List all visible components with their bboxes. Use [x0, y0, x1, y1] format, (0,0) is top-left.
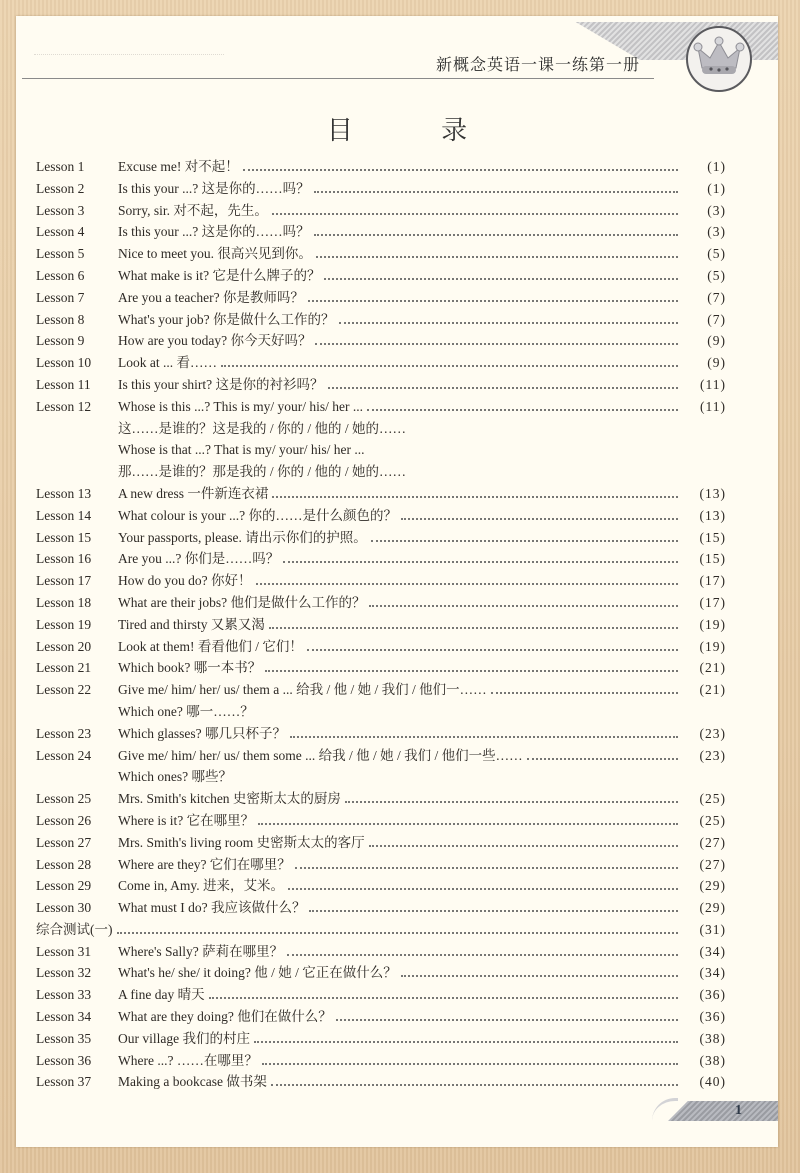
toc-entry — [118, 309, 726, 331]
dot-leader — [307, 648, 678, 651]
lesson-title: Which book? 哪一本书？ — [118, 657, 265, 679]
lesson-label: Lesson 22 — [36, 682, 92, 698]
lesson-title: Our village 我们的村庄 — [118, 1028, 254, 1050]
page-reference: (38) — [699, 1030, 726, 1046]
dot-leader — [491, 691, 678, 694]
toc-row — [36, 788, 726, 810]
lesson-label: Lesson 6 — [36, 267, 85, 283]
page-reference: (11) — [700, 376, 726, 392]
toc-entry — [118, 200, 726, 222]
toc-row — [36, 854, 726, 876]
dot-leader — [265, 669, 678, 672]
toc-row — [36, 396, 726, 418]
toc-entry — [118, 962, 726, 984]
toc-entry — [118, 897, 726, 919]
page-reference: (36) — [699, 987, 726, 1003]
dot-leader — [117, 931, 679, 934]
lesson-title: Where's Sally? 萨莉在哪里？ — [118, 941, 287, 963]
page-reference: (13) — [699, 507, 726, 523]
page-reference: (15) — [699, 551, 726, 567]
toc-entry — [36, 919, 726, 941]
toc-row — [36, 810, 726, 832]
lesson-title: A fine day 晴天 — [118, 984, 209, 1006]
table-of-contents — [36, 156, 726, 1093]
toc-entry — [118, 287, 726, 309]
toc-row — [36, 570, 726, 592]
lesson-label: Lesson 8 — [36, 311, 85, 327]
toc-row — [36, 592, 726, 614]
lesson-label: Lesson 4 — [36, 224, 85, 240]
dot-leader — [328, 386, 679, 389]
document-page — [16, 16, 778, 1147]
toc-entry — [118, 701, 726, 723]
dot-leader — [287, 953, 678, 956]
lesson-label: Lesson 29 — [36, 878, 92, 894]
lesson-title: What make is it? 它是什么牌子的？ — [118, 265, 324, 287]
toc-row — [36, 679, 726, 701]
lesson-title: How do you do? 你好！ — [118, 570, 256, 592]
page-reference: (19) — [699, 638, 726, 654]
toc-entry — [118, 657, 726, 679]
lesson-label: Lesson 18 — [36, 594, 92, 610]
toc-entry — [118, 374, 726, 396]
page-reference: (23) — [699, 747, 726, 763]
lesson-title: Look at ... 看…… — [118, 352, 221, 374]
page-reference: (19) — [699, 616, 726, 632]
toc-row — [36, 287, 726, 309]
dot-leader — [288, 887, 678, 890]
toc-row — [36, 309, 726, 331]
toc-entry — [118, 679, 726, 701]
page-reference: (34) — [699, 943, 726, 959]
lesson-title: What's he/ she/ it doing? 他 / 她 / 它正在做什么？ — [118, 962, 401, 984]
lesson-title: Which one? 哪一……？ — [118, 701, 258, 723]
toc-entry — [118, 548, 726, 570]
toc-row — [36, 221, 726, 243]
toc-entry — [118, 221, 726, 243]
toc-row — [36, 832, 726, 854]
dot-leader — [256, 582, 679, 585]
dot-leader — [271, 1083, 678, 1086]
page-reference: (3) — [707, 224, 726, 240]
lesson-title: What colour is your ...? 你的……是什么颜色的？ — [118, 505, 401, 527]
lesson-label: Lesson 28 — [36, 856, 92, 872]
toc-row — [36, 265, 726, 287]
dot-leader — [401, 517, 678, 520]
lesson-title: Which ones? 哪些？ — [118, 766, 236, 788]
lesson-title: What's your job? 你是做什么工作的？ — [118, 309, 339, 331]
lesson-label: Lesson 1 — [36, 159, 85, 174]
lesson-title: A new dress 一件新连衣裙 — [118, 483, 272, 505]
toc-continuation-line — [36, 439, 726, 461]
dot-leader — [269, 626, 678, 629]
lesson-label: Lesson 23 — [36, 725, 92, 741]
toc-row — [36, 178, 726, 200]
lesson-label: Lesson 7 — [36, 289, 85, 305]
page-reference: (7) — [707, 289, 726, 305]
dot-leader — [262, 1062, 678, 1065]
page-reference: (17) — [699, 594, 726, 610]
dot-leader — [295, 866, 678, 869]
toc-row — [36, 614, 726, 636]
lesson-title: Mrs. Smith's living room 史密斯太太的客厅 — [118, 832, 369, 854]
toc-continuation-line — [36, 418, 726, 440]
toc-row — [36, 723, 726, 745]
toc-row — [36, 200, 726, 222]
toc-entry — [118, 352, 726, 374]
lesson-title: Where are they? 它们在哪里？ — [118, 854, 295, 876]
lesson-title: Making a bookcase 做书架 — [118, 1071, 271, 1093]
lesson-title: Are you a teacher? 你是教师吗？ — [118, 287, 308, 309]
lesson-title: Sorry, sir. 对不起，先生。 — [118, 200, 272, 222]
page-reference: (27) — [699, 856, 726, 872]
toc-entry — [118, 810, 726, 832]
toc-entry — [118, 1006, 726, 1028]
lesson-label: Lesson 30 — [36, 900, 92, 916]
toc-entry — [118, 614, 726, 636]
dot-leader — [369, 604, 678, 607]
dot-leader — [345, 800, 678, 803]
lesson-label: Lesson 14 — [36, 507, 92, 523]
lesson-label: Lesson 21 — [36, 660, 92, 676]
page-reference: (1) — [707, 180, 726, 196]
toc-row — [36, 374, 726, 396]
toc-row — [36, 636, 726, 658]
page-number: 1 — [735, 1103, 742, 1118]
toc-entry — [118, 1028, 726, 1050]
lesson-label: Lesson 2 — [36, 180, 85, 196]
page-reference: (3) — [707, 202, 726, 218]
lesson-title: Where ...? ……在哪里？ — [118, 1050, 262, 1072]
toc-entry — [118, 330, 726, 352]
toc-entry — [118, 832, 726, 854]
lesson-label: Lesson 19 — [36, 616, 92, 632]
toc-row — [36, 1050, 726, 1072]
lesson-label: Lesson 24 — [36, 747, 92, 763]
lesson-title: What must I do? 我应该做什么？ — [118, 897, 309, 919]
lesson-title: Your passports, please. 请出示你们的护照。 — [118, 527, 371, 549]
toc-row — [36, 1028, 726, 1050]
dot-leader — [314, 233, 678, 236]
dot-leader — [272, 212, 678, 215]
page-reference: (25) — [699, 812, 726, 828]
lesson-title: What are their jobs? 他们是做什么工作的？ — [118, 592, 369, 614]
page-reference: (38) — [699, 1052, 726, 1068]
lesson-label: Lesson 34 — [36, 1009, 92, 1025]
page-reference: (13) — [699, 485, 726, 501]
dot-leader — [371, 539, 678, 542]
toc-entry — [118, 461, 726, 483]
toc-row — [36, 984, 726, 1006]
dot-leader — [401, 974, 678, 977]
page-reference: (17) — [699, 573, 726, 589]
dot-leader — [336, 1018, 678, 1021]
dot-leader — [283, 560, 678, 563]
lesson-title: Where is it? 它在哪里？ — [118, 810, 258, 832]
toc-entry — [118, 570, 726, 592]
dot-leader — [309, 909, 678, 912]
lesson-label: Lesson 35 — [36, 1030, 92, 1046]
page-reference: (27) — [699, 834, 726, 850]
page-reference: (5) — [707, 246, 726, 262]
lesson-label: Lesson 13 — [36, 485, 92, 501]
toc-entry — [118, 156, 726, 178]
toc-entry — [118, 766, 726, 788]
lesson-title: Is this your shirt? 这是你的衬衫吗？ — [118, 374, 328, 396]
toc-row — [36, 1071, 726, 1093]
dot-leader — [258, 822, 678, 825]
dot-leader — [315, 342, 678, 345]
lesson-label: Lesson 16 — [36, 551, 92, 567]
toc-continuation-line — [36, 766, 726, 788]
lesson-label: Lesson 12 — [36, 398, 92, 414]
lesson-label: Lesson 36 — [36, 1052, 92, 1068]
dot-leader — [272, 495, 678, 498]
lesson-title: Nice to meet you. 很高兴见到你。 — [118, 243, 316, 265]
toc-entry — [118, 527, 726, 549]
dot-leader — [316, 255, 678, 258]
page-reference: (1) — [707, 159, 726, 174]
lesson-title: Is this your ...? 这是你的……吗？ — [118, 221, 314, 243]
lesson-title: Are you ...? 你们是……吗？ — [118, 548, 283, 570]
lesson-label: Lesson 20 — [36, 638, 92, 654]
toc-row — [36, 330, 726, 352]
page-reference: (5) — [707, 267, 726, 283]
page-reference: (25) — [699, 791, 726, 807]
header-faint-line — [34, 54, 224, 63]
dot-leader — [290, 735, 678, 738]
lesson-title: 综合测试(一) — [36, 919, 117, 941]
crown-icon — [686, 26, 752, 92]
footer-stripe-decoration — [668, 1101, 778, 1121]
lesson-title: Give me/ him/ her/ us/ them a ... 给我 / 他 / 她 / 我们 / 他们一…… — [118, 679, 491, 701]
lesson-title: Give me/ him/ her/ us/ them some ... 给我 / 他 / 她 / 我们 / 他们一些…… — [118, 745, 527, 767]
toc-entry — [118, 265, 726, 287]
lesson-label: Lesson 11 — [36, 376, 91, 392]
toc-entry — [118, 592, 726, 614]
lesson-title: Is this your ...? 这是你的……吗？ — [118, 178, 314, 200]
dot-leader — [527, 757, 678, 760]
dot-leader — [209, 996, 678, 999]
toc-continuation-line — [36, 461, 726, 483]
page-reference: (36) — [699, 1009, 726, 1025]
page-reference: (29) — [699, 878, 726, 894]
toc-entry — [118, 1071, 726, 1093]
dot-leader — [221, 364, 678, 367]
toc-entry — [118, 1050, 726, 1072]
toc-row — [36, 352, 726, 374]
dot-leader — [314, 190, 678, 193]
toc-row — [36, 745, 726, 767]
lesson-label: Lesson 37 — [36, 1074, 92, 1090]
lesson-label: Lesson 25 — [36, 791, 92, 807]
lesson-title: Come in, Amy. 进来，艾米。 — [118, 875, 288, 897]
page-reference: (23) — [699, 725, 726, 741]
lesson-title: Excuse me! 对不起！ — [118, 156, 243, 178]
lesson-label: Lesson 10 — [36, 355, 92, 371]
toc-entry — [118, 439, 726, 461]
toc-entry — [118, 723, 726, 745]
dot-leader — [308, 299, 678, 302]
toc-continuation-line — [36, 701, 726, 723]
page-reference: (40) — [699, 1074, 726, 1090]
toc-entry — [118, 505, 726, 527]
lesson-label: Lesson 9 — [36, 333, 85, 349]
lesson-title: How are you today? 你今天好吗？ — [118, 330, 315, 352]
lesson-label: Lesson 32 — [36, 965, 92, 981]
lesson-title: 这……是谁的？这是我的 / 你的 / 他的 / 她的…… — [118, 418, 410, 440]
toc-row — [36, 505, 726, 527]
page-reference: (34) — [699, 965, 726, 981]
toc-entry — [118, 418, 726, 440]
lesson-label: Lesson 27 — [36, 834, 92, 850]
dot-leader — [254, 1040, 678, 1043]
page-reference: (21) — [699, 682, 726, 698]
toc-row — [36, 897, 726, 919]
toc-row — [36, 941, 726, 963]
toc-row — [36, 1006, 726, 1028]
toc-row — [36, 548, 726, 570]
lesson-label: Lesson 5 — [36, 246, 85, 262]
toc-row — [36, 875, 726, 897]
lesson-label: Lesson 17 — [36, 573, 92, 589]
page-reference: (7) — [707, 311, 726, 327]
lesson-title: Tired and thirsty 又累又渴 — [118, 614, 269, 636]
toc-entry — [118, 636, 726, 658]
toc-entry — [118, 941, 726, 963]
toc-row — [36, 527, 726, 549]
dot-leader — [339, 321, 678, 324]
toc-test-row — [36, 919, 726, 941]
lesson-title: Whose is this ...? This is my/ your/ his/ her ... — [118, 396, 367, 418]
lesson-title: Which glasses? 哪几只杯子？ — [118, 723, 290, 745]
lesson-label: Lesson 15 — [36, 529, 92, 545]
toc-entry — [118, 483, 726, 505]
toc-entry — [118, 875, 726, 897]
toc-entry — [118, 984, 726, 1006]
dot-leader — [324, 277, 678, 280]
lesson-label: Lesson 33 — [36, 987, 92, 1003]
page-reference: (21) — [699, 660, 726, 676]
page-reference: (29) — [699, 900, 726, 916]
toc-entry — [118, 854, 726, 876]
page-reference: (9) — [707, 333, 726, 349]
page-reference: (15) — [699, 529, 726, 545]
lesson-label: Lesson 26 — [36, 812, 92, 828]
book-title: 新概念英语一课一练第一册 — [435, 55, 640, 74]
lesson-title: 那……是谁的？那是我的 / 你的 / 他的 / 她的…… — [118, 461, 410, 483]
toc-entry — [118, 178, 726, 200]
lesson-title: Look at them! 看看他们 / 它们！ — [118, 636, 307, 658]
toc-entry — [118, 243, 726, 265]
lesson-title: What are they doing? 他们在做什么？ — [118, 1006, 336, 1028]
toc-row — [36, 657, 726, 679]
toc-row — [36, 483, 726, 505]
toc-entry — [118, 396, 726, 418]
toc-row — [36, 156, 726, 178]
page-reference: (11) — [700, 398, 726, 414]
lesson-label: Lesson 3 — [36, 202, 85, 218]
lesson-label: Lesson 31 — [36, 943, 92, 959]
toc-entry — [118, 745, 726, 767]
toc-entry — [118, 788, 726, 810]
lesson-title: Whose is that ...? That is my/ your/ his/ her ... — [118, 439, 368, 461]
lesson-title: Mrs. Smith's kitchen 史密斯太太的厨房 — [118, 788, 345, 810]
dot-leader — [243, 168, 678, 171]
toc-row — [36, 962, 726, 984]
dot-leader — [367, 408, 678, 411]
page-title: 目 录 — [326, 116, 508, 146]
header-rule — [22, 78, 654, 79]
toc-row — [36, 243, 726, 265]
dot-leader — [369, 844, 678, 847]
page-reference: (9) — [707, 355, 726, 371]
page-reference: (31) — [699, 921, 726, 937]
